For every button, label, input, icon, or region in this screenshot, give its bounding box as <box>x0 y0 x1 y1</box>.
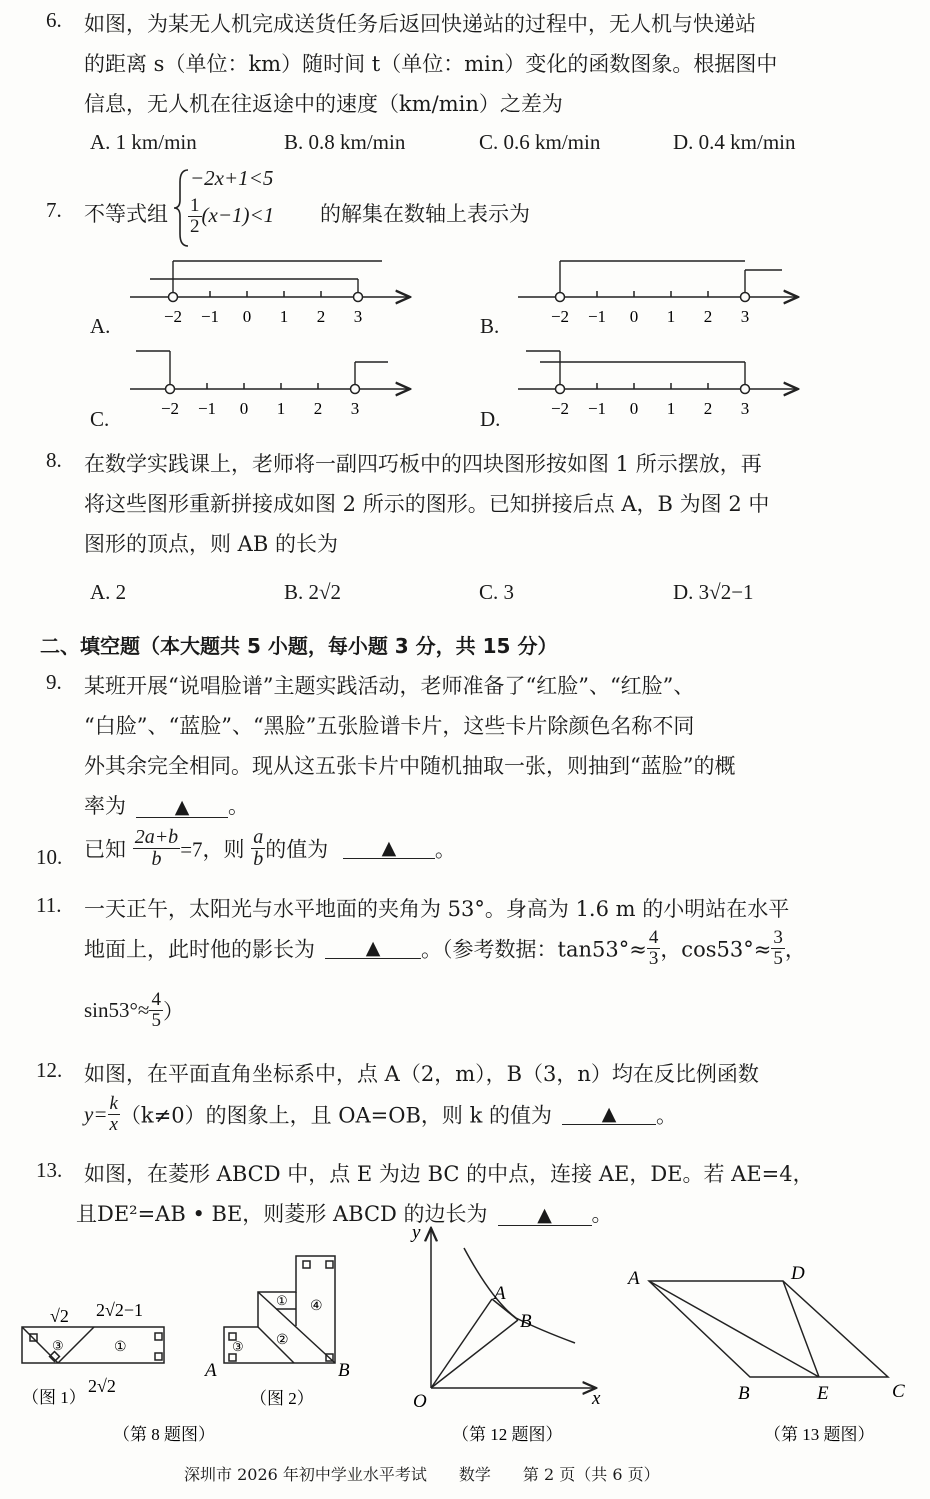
q7-number-lines <box>0 250 930 430</box>
q10-body <box>84 827 456 870</box>
q9-line1: 某班开展“说唱脸谱”主题实践活动，老师准备了“红脸”、“红脸”、 <box>84 674 695 698</box>
q11-line3 <box>84 990 184 1031</box>
q11-line2-pre: 地面上，此时他的影长为 <box>84 937 315 962</box>
tick-d-neg1: −1 <box>587 399 607 418</box>
q12-figure <box>400 1220 620 1450</box>
q8-number: 8. <box>46 448 62 472</box>
tick-c-3: 3 <box>350 399 360 418</box>
tick-b-1: 1 <box>666 307 676 326</box>
q10-pre: 已知 <box>84 837 126 862</box>
q11-tan-den: 3 <box>648 947 659 969</box>
q11-cos-num: 3 <box>773 927 783 948</box>
q13-figure <box>620 1250 920 1450</box>
q6-option-b: B. 0.8 km/min <box>284 130 406 154</box>
section-2-heading: 二、填空题（本大题共 5 小题，每小题 3 分，共 15 分） <box>40 634 558 658</box>
q11-line2-post: 。（参考数据：tan53°≈ <box>421 937 647 962</box>
q10-frac-den: b <box>151 848 162 870</box>
q9-line4-pre: 率为 <box>84 794 126 818</box>
q8-line1: 在数学实践课上，老师将一副四巧板中的四块图形按如图 1 所示摆放，再 <box>84 452 762 476</box>
q11-cos-den: 5 <box>773 947 783 969</box>
tick-a-2: 2 <box>316 307 326 326</box>
q10-number: 10. <box>36 845 63 869</box>
fig8-label-bottom: 2√2 <box>88 1376 116 1396</box>
q8-figure <box>0 1240 400 1450</box>
q6-line3: 信息，无人机在往返途中的速度（km/min）之差为 <box>84 92 563 116</box>
q7-option-c-label: C. <box>90 407 110 431</box>
q11-sin-num: 4 <box>151 989 161 1010</box>
tick-d-2: 2 <box>703 399 713 418</box>
fig8-caption: （第 8 题图） <box>113 1425 215 1444</box>
tick-b-3: 3 <box>740 307 750 326</box>
tick-c-1: 1 <box>276 399 286 418</box>
q8-option-d: D. 3√2−1 <box>673 580 754 604</box>
fig8-point-b: B <box>338 1360 350 1381</box>
q11-answer-blank[interactable]: ▲ <box>325 938 421 959</box>
q7-inequality-2 <box>188 196 274 237</box>
q12-k-den: x <box>109 1113 118 1135</box>
fig8-fig2-caption: （图 2） <box>250 1389 314 1408</box>
q8-option-b: B. 2√2 <box>284 580 342 604</box>
number-line-d <box>518 351 798 418</box>
fig12-b-label: B <box>520 1311 532 1332</box>
fig8-piece1-fig1: ① <box>114 1340 127 1355</box>
q12-line1: 如图，在平面直角坐标系中，点 A（2，m），B（3，n）均在反比例函数 <box>84 1062 759 1086</box>
tick-d-1: 1 <box>666 399 676 418</box>
fig8-piece1-fig2: ① <box>276 1293 288 1308</box>
tick-a-1: 1 <box>279 307 289 326</box>
fig12-x-label: x <box>592 1388 601 1409</box>
tick-c-2: 2 <box>313 399 323 418</box>
q11-cos-text: ，cos53°≈ <box>660 937 772 962</box>
q13-answer-blank[interactable]: ▲ <box>498 1205 592 1226</box>
q11-sin-text: sin53°≈ <box>84 997 150 1022</box>
tick-a-neg2: −2 <box>163 307 183 326</box>
fig13-e-label: E <box>817 1383 829 1404</box>
q10-post: 的值为 <box>265 837 329 862</box>
q10-eq: =7，则 <box>180 837 245 862</box>
fig12-o-label: O <box>413 1391 427 1412</box>
tick-b-0: 0 <box>629 307 639 326</box>
q11-comma: ， <box>784 937 806 962</box>
q10-frac2-den: b <box>253 848 264 870</box>
q12-line2-post: （k≠0）的图象上，且 OA=OB，则 k 的值为 <box>119 1103 552 1128</box>
fig8-piece2: ② <box>276 1333 289 1348</box>
q13-end: 。 <box>591 1202 613 1226</box>
q9-line3: 外其余完全相同。现从这五张卡片中随机抽取一张，则抽到“蓝脸”的概 <box>84 754 736 778</box>
q7-option-a-label: A. <box>90 314 111 338</box>
fig13-a-label: A <box>628 1268 640 1289</box>
q13-line2-pre: 且DE²=AB • BE，则菱形 ABCD 的边长为 <box>76 1202 488 1226</box>
q10-frac-num: 2a+b <box>134 826 179 848</box>
q8-line3: 图形的顶点，则 AB 的长为 <box>84 532 338 556</box>
tick-c-0: 0 <box>239 399 249 418</box>
tick-d-neg2: −2 <box>550 399 570 418</box>
fig12-caption: （第 12 题图） <box>452 1425 563 1444</box>
q10-answer-blank[interactable]: ▲ <box>343 838 435 859</box>
q9-line2: “白脸”、“蓝脸”、“黑脸”五张脸谱卡片，这些卡片除颜色名称不同 <box>84 714 695 738</box>
q13-line1: 如图，在菱形 ABCD 中，点 E 为边 BC 的中点，连接 AE，DE。若 AE=4， <box>84 1162 814 1186</box>
tick-b-neg2: −2 <box>550 307 570 326</box>
fig13-c-label: C <box>892 1381 905 1402</box>
q11-number: 11. <box>36 893 62 917</box>
q9-line4 <box>84 790 249 820</box>
q6-option-c: C. 0.6 km/min <box>479 130 601 154</box>
tick-c-neg2: −2 <box>160 399 180 418</box>
tick-a-neg1: −1 <box>200 307 220 326</box>
q12-k-num: k <box>109 1093 118 1114</box>
q12-end: 。 <box>656 1103 677 1128</box>
q7-option-d-label: D. <box>480 407 501 431</box>
fig8-label-sqrt2: √2 <box>50 1306 69 1326</box>
q7-inequality-1: −2x+1<5 <box>190 166 274 190</box>
q8-figure-1 <box>22 1327 164 1363</box>
q7-frac-num: 1 <box>190 195 200 216</box>
fig13-d-label: D <box>791 1263 805 1284</box>
q7-option-b-label: B. <box>480 314 500 338</box>
q6-option-d: D. 0.4 km/min <box>673 130 796 154</box>
q9-number: 9. <box>46 670 62 694</box>
number-line-a <box>130 261 410 326</box>
q12-y-eq: y= <box>84 1101 108 1126</box>
q10-end: 。 <box>434 837 456 862</box>
tick-d-3: 3 <box>740 399 750 418</box>
q12-answer-blank[interactable]: ▲ <box>562 1104 656 1125</box>
tick-a-0: 0 <box>242 307 252 326</box>
q12-line2 <box>84 1094 677 1135</box>
page-footer: 深圳市 2026 年初中学业水平考试 数学 第 2 页（共 6 页） <box>184 1465 660 1484</box>
q8-option-a: A. 2 <box>90 580 127 604</box>
tick-c-neg1: −1 <box>197 399 217 418</box>
fig8-piece3-fig1: ③ <box>52 1338 64 1353</box>
q7-frac-den: 2 <box>190 215 200 237</box>
fig8-piece3-fig2: ③ <box>232 1339 244 1354</box>
fig12-y-label: y <box>412 1222 421 1243</box>
q9-line4-post: 。 <box>228 794 249 818</box>
fig8-fig1-caption: （图 1） <box>22 1388 86 1407</box>
q13-number: 13. <box>36 1158 63 1182</box>
q11-line2 <box>84 928 806 969</box>
q8-line2: 将这些图形重新拼接成如图 2 所示的图形。已知拼接后点 A，B 为图 2 中 <box>84 492 770 516</box>
q11-tan-num: 4 <box>648 927 659 948</box>
q7-number: 7. <box>46 198 62 222</box>
q11-close: ） <box>162 999 184 1024</box>
q10-frac2-num: a <box>253 826 264 848</box>
q7-ineq2-rest: (x−1)<1 <box>201 202 275 227</box>
q6-number: 6. <box>46 8 62 32</box>
q7-post: 的解集在数轴上表示为 <box>320 202 530 226</box>
fig12-a-label: A <box>494 1283 506 1304</box>
tick-b-neg1: −1 <box>587 307 607 326</box>
tick-d-0: 0 <box>629 399 639 418</box>
q9-answer-blank[interactable]: ▲ <box>136 797 228 818</box>
fig8-piece4: ④ <box>310 1299 323 1314</box>
q12-number: 12. <box>36 1058 63 1082</box>
tick-a-3: 3 <box>353 307 363 326</box>
q8-option-c: C. 3 <box>479 580 515 604</box>
q6-line2: 的距离 s（单位：km）随时间 t（单位：min）变化的函数图象。根据图中 <box>84 52 778 76</box>
q11-sin-den: 5 <box>151 1009 161 1031</box>
fig8-point-a: A <box>205 1360 217 1381</box>
q11-line1: 一天正午，太阳光与水平地面的夹角为 53°。身高为 1.6 m 的小明站在水平 <box>84 897 790 921</box>
fig8-label-top: 2√2−1 <box>96 1300 144 1320</box>
tick-b-2: 2 <box>703 307 713 326</box>
fig13-caption: （第 13 题图） <box>764 1425 875 1444</box>
q6-option-a: A. 1 km/min <box>90 130 197 154</box>
q7-pre: 不等式组 <box>84 202 168 226</box>
number-line-c <box>130 351 410 418</box>
number-line-b <box>518 261 798 326</box>
fig13-b-label: B <box>738 1383 750 1404</box>
q6-line1: 如图，为某无人机完成送货任务后返回快递站的过程中，无人机与快递站 <box>84 12 756 36</box>
